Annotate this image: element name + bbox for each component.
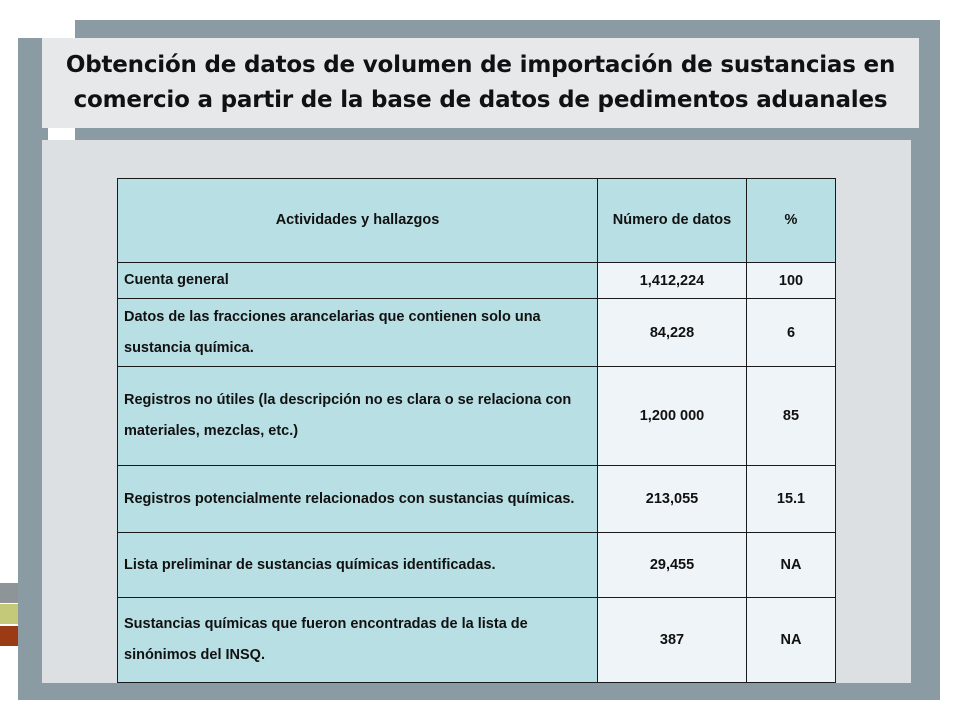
row-label: Registros potencialmente relacionados con sustancias químicas. bbox=[118, 466, 598, 533]
row-percent: NA bbox=[747, 533, 836, 598]
accent-block-rust bbox=[0, 626, 18, 646]
row-label: Lista preliminar de sustancias químicas identificadas. bbox=[118, 533, 598, 598]
table-row bbox=[118, 598, 836, 683]
table-row bbox=[118, 367, 836, 466]
table-row bbox=[118, 263, 836, 299]
row-percent: 6 bbox=[747, 299, 836, 367]
accent-block-lime bbox=[0, 604, 18, 624]
row-count: 213,055 bbox=[598, 466, 747, 533]
row-count: 387 bbox=[598, 598, 747, 683]
header-percent: % bbox=[747, 179, 836, 263]
slide-title bbox=[66, 48, 895, 118]
table-header-row bbox=[118, 179, 836, 263]
row-percent: 15.1 bbox=[747, 466, 836, 533]
row-count: 29,455 bbox=[598, 533, 747, 598]
header-activities: Actividades y hallazgos bbox=[118, 179, 598, 263]
row-count: 1,412,224 bbox=[598, 263, 747, 299]
row-count: 1,200 000 bbox=[598, 367, 747, 466]
table-row bbox=[118, 533, 836, 598]
accent-block-gray bbox=[0, 583, 18, 603]
slide-frame-bottom-strip bbox=[18, 683, 788, 700]
table-row bbox=[118, 299, 836, 367]
row-percent: NA bbox=[747, 598, 836, 683]
row-label: Datos de las fracciones arancelarias que contienen solo una sustancia química. bbox=[118, 299, 598, 367]
row-label: Sustancias químicas que fueron encontradas de la lista de sinónimos del INSQ. bbox=[118, 598, 598, 683]
slide-title-line-2: comercio a partir de la base de datos de pedimentos aduanales bbox=[73, 87, 888, 113]
row-percent: 100 bbox=[747, 263, 836, 299]
row-label: Cuenta general bbox=[118, 263, 598, 299]
header-count: Número de datos bbox=[598, 179, 747, 263]
row-percent: 85 bbox=[747, 367, 836, 466]
slide-title-line-1: Obtención de datos de volumen de importación de sustancias en bbox=[65, 52, 896, 78]
table-row bbox=[118, 466, 836, 533]
row-count: 84,228 bbox=[598, 299, 747, 367]
title-box bbox=[42, 38, 919, 128]
findings-table bbox=[117, 178, 836, 683]
row-label: Registros no útiles (la descripción no es clara o se relaciona con materiales, mezclas, etc.) bbox=[118, 367, 598, 466]
